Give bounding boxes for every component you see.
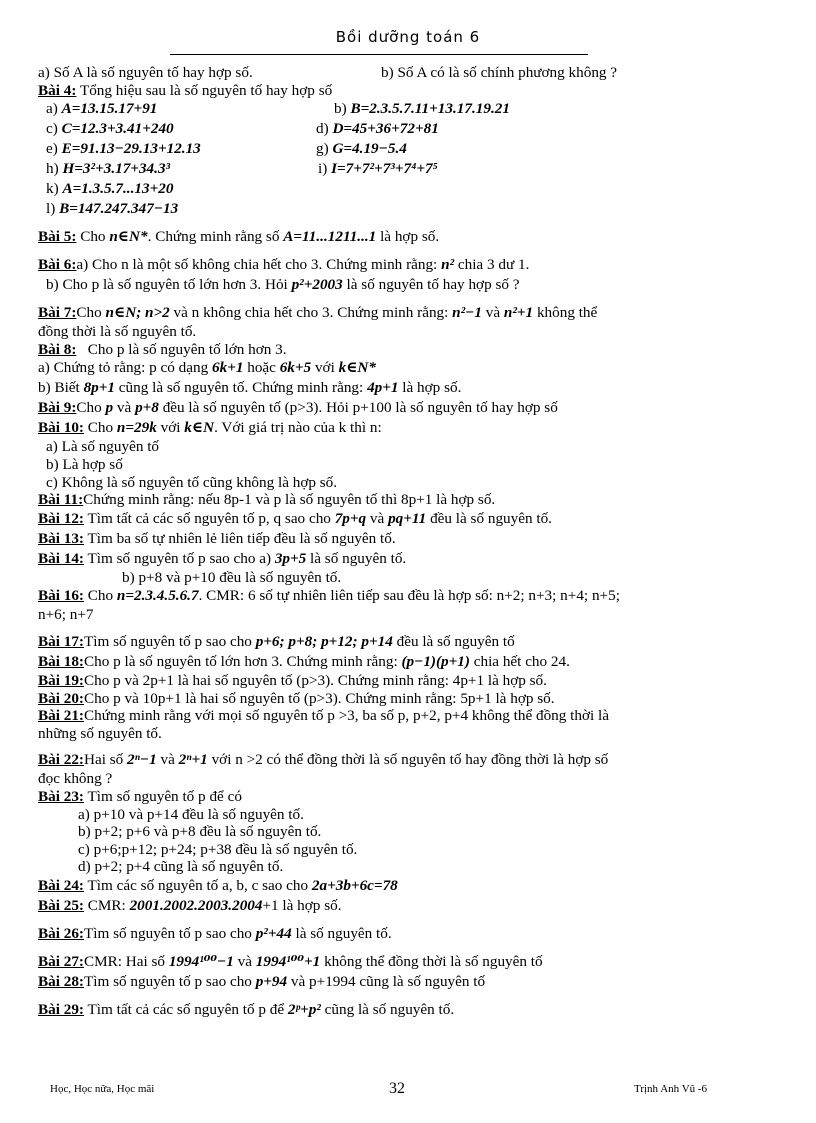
exercise-8-a: a) Chứng tỏ rằng: p có dạng 6k+1 hoặc 6k+5 với k∈N* — [38, 359, 376, 377]
footer-author: Trịnh Anh Vũ -6 — [634, 1083, 708, 1095]
page-number: 32 — [389, 1080, 405, 1097]
exercise-10-c: c) Không là số nguyên tố cũng không là hợp số. — [46, 473, 338, 491]
exercise-22: Bài 22:Hai số 2ⁿ−1 và 2ⁿ+1 với n >2 có thể đồng thời là số nguyên tố hay đồng thời là hợp số — [38, 751, 609, 769]
exercise-23-b: b) p+2; p+6 và p+8 đều là số nguyên tố. — [78, 823, 322, 841]
item-h: h) H=3²+3.17+34.3³ i) I=7+7²+7³+7⁴+7⁵ — [46, 160, 438, 178]
exercise-4: Bài 4: Tổng hiệu sau là số nguyên tố hay hợp số — [38, 81, 333, 99]
exercise-8-b: b) Biết 8p+1 cũng là số nguyên tố. Chứng minh rằng: 4p+1 là hợp số. — [38, 379, 462, 397]
exercise-10: Bài 10: Cho n=29k với k∈N. Với giá trị nào của k thì n: — [38, 419, 382, 437]
header-rule — [170, 54, 588, 55]
exercise-24: Bài 24: Tìm các số nguyên tố a, b, c sao cho 2a+3b+6c=78 — [38, 876, 398, 894]
exercise-25: Bài 25: CMR: 2001.2002.2003.2004+1 là hợp số. — [38, 896, 342, 914]
exercise-27: Bài 27:CMR: Hai số 1994¹⁰⁰−1 và 1994¹⁰⁰+1 không thể đồng thời là số nguyên tố — [38, 952, 543, 970]
exercise-10-a: a) Là số nguyên tố — [46, 438, 160, 456]
exercise-6-b: b) Cho p là số nguyên tố lớn hơn 3. Hỏi p²+2003 là số nguyên tố hay hợp số ? — [46, 276, 520, 294]
exercise-22-cont: đọc không ? — [38, 770, 113, 788]
exercise-12: Bài 12: Tìm tất cả các số nguyên tố p, q sao cho 7p+q và pq+11 đều là số nguyên tố. — [38, 509, 552, 527]
exercise-29: Bài 29: Tìm tất cả các số nguyên tố p để 2ᵖ+p² cũng là số nguyên tố. — [38, 1000, 455, 1018]
exercise-23-c: c) p+6;p+12; p+24; p+38 đều là số nguyên tố. — [78, 840, 358, 858]
item-a: a) A=13.15.17+91 b) B=2.3.5.7.11+13.17.19.21 — [46, 100, 510, 118]
exercise-9: Bài 9:Cho p và p+8 đều là số nguyên tố (p>3). Hỏi p+100 là số nguyên tố hay hợp số — [38, 399, 558, 417]
question-line: a) Số A là số nguyên tố hay hợp số. b) Số A có là số chính phương không ? — [38, 64, 618, 81]
exercise-13: Bài 13: Tìm ba số tự nhiên lẻ liên tiếp đều là số nguyên tố. — [38, 529, 396, 547]
exercise-7: Bài 7:Cho n∈N; n>2 và n không chia hết cho 3. Chứng minh rằng: n²−1 và n²+1 không thể — [38, 304, 598, 322]
item-k: k) A=1.3.5.7...13+20 — [46, 180, 174, 198]
exercise-19: Bài 19:Cho p và 2p+1 là hai số nguyên tố (p>3). Chứng minh rằng: 4p+1 là hợp số. — [38, 671, 547, 689]
exercise-23-d: d) p+2; p+4 cũng là số nguyên tố. — [78, 858, 284, 876]
exercise-26: Bài 26:Tìm số nguyên tố p sao cho p²+44 là số nguyên tố. — [38, 924, 392, 942]
exercise-14: Bài 14: Tìm số nguyên tố p sao cho a) 3p+5 là số nguyên tố. — [38, 549, 407, 567]
exercise-21-cont: những số nguyên tố. — [38, 724, 162, 742]
exercise-14-b: b) p+8 và p+10 đều là số nguyên tố. — [122, 568, 342, 586]
exercise-16-cont: n+6; n+7 — [38, 606, 94, 624]
exercise-5: Bài 5: Cho n∈N*. Chứng minh rằng số A=11...1211...1 là hợp số. — [38, 228, 440, 246]
exercise-18: Bài 18:Cho p là số nguyên tố lớn hơn 3. Chứng minh rằng: (p−1)(p+1) chia hết cho 24. — [38, 652, 570, 670]
exercise-21: Bài 21:Chứng minh rằng với mọi số nguyên tố p >3, ba số p, p+2, p+4 không thể đồng thời là — [38, 707, 609, 725]
item-l: l) B=147.247.347−13 — [46, 200, 179, 218]
page-header: Bồi dưỡng toán 6 — [335, 28, 481, 46]
exercise-23-a: a) p+10 và p+14 đều là số nguyên tố. — [78, 805, 304, 823]
exercise-17: Bài 17:Tìm số nguyên tố p sao cho p+6; p+8; p+12; p+14 đều là số nguyên tố — [38, 632, 515, 650]
exercise-11: Bài 11:Chứng minh rằng: nếu 8p-1 và p là số nguyên tố thì 8p+1 là hợp số. — [38, 491, 496, 509]
exercise-20: Bài 20:Cho p và 10p+1 là hai số nguyên tố (p>3). Chứng minh rằng: 5p+1 là hợp số. — [38, 689, 555, 707]
item-c: c) C=12.3+3.41+240 d) D=45+36+72+81 — [46, 120, 439, 138]
exercise-28: Bài 28:Tìm số nguyên tố p sao cho p+94 và p+1994 cũng là số nguyên tố — [38, 972, 486, 990]
exercise-16: Bài 16: Cho n=2.3.4.5.6.7. CMR: 6 số tự nhiên liên tiếp sau đều là hợp số: n+2; n+3; n+4; n+5; — [38, 587, 620, 605]
exercise-7-cont: đồng thời là số nguyên tố. — [38, 323, 197, 341]
exercise-content — [38, 64, 778, 1020]
footer-motto: Học, Học nữa, Học mãi — [50, 1083, 155, 1095]
item-e: e) E=91.13−29.13+12.13 g) G=4.19−5.4 — [46, 140, 407, 158]
exercise-8: Bài 8: Cho p là số nguyên tố lớn hơn 3. — [38, 340, 287, 358]
exercise-6: Bài 6:a) Cho n là một số không chia hết cho 3. Chứng minh rằng: n² chia 3 dư 1. — [38, 256, 530, 274]
exercise-10-b: b) Là hợp số — [46, 455, 123, 473]
exercise-23: Bài 23: Tìm số nguyên tố p để có — [38, 787, 242, 805]
